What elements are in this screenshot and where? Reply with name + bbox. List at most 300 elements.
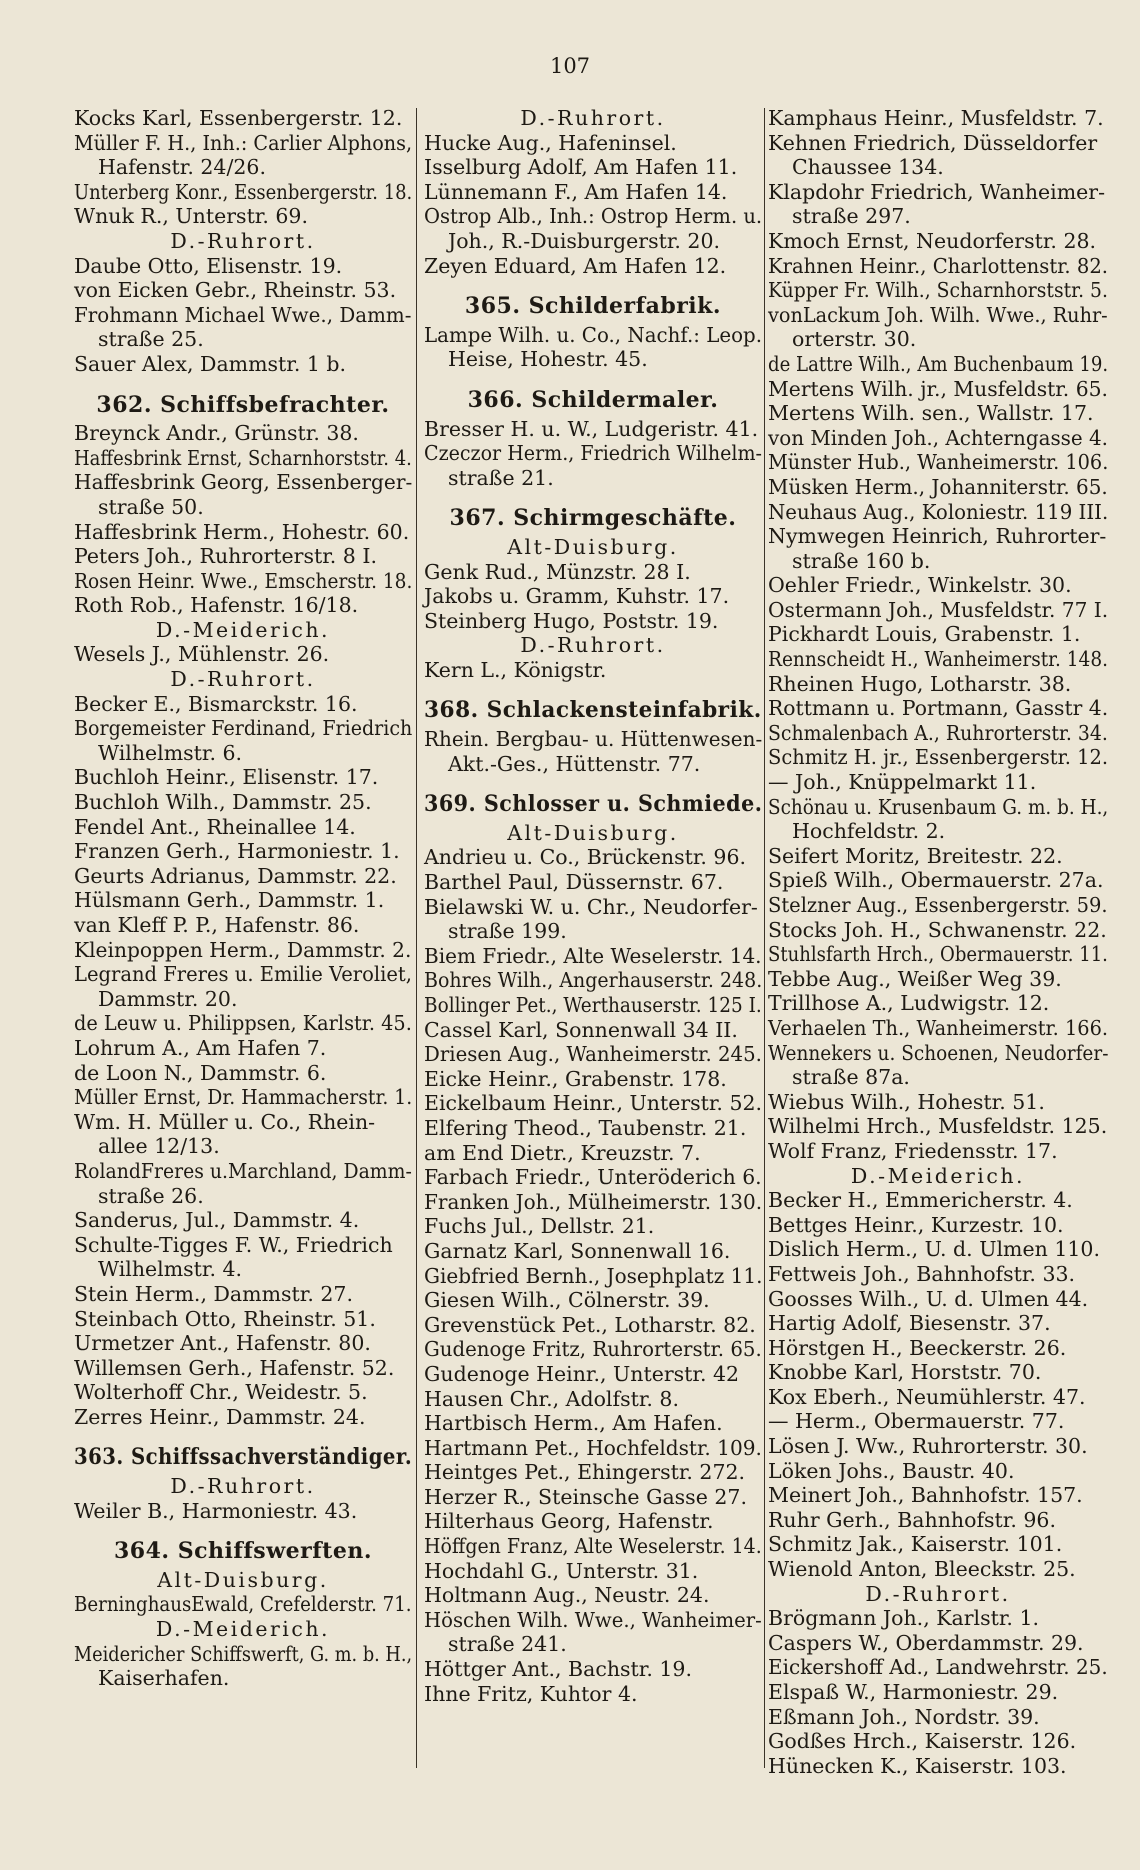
directory-entry [424,1042,762,1067]
directory-entry [768,844,1108,869]
location-heading [768,1164,1108,1189]
entry-line: Roth Rob., Hafenstr. 16/18. [74,593,359,618]
directory-entry [74,1036,412,1061]
entry-line: Fettweis Joh., Bahnhofstr. 33. [768,1261,1076,1286]
entry-line: Kocks Karl, Essenbergerstr. 12. [74,106,403,130]
column-2 [424,106,762,1706]
entry-line: RolandFreres u.Marchland, Damm- [74,1158,412,1183]
entry-line: de Lattre Wilh., Am Buchenbaum 19. [768,351,1109,376]
directory-entry [424,1387,762,1412]
entry-line: Haffesbrink Herm., Hohestr. 60. [74,519,410,544]
directory-entry [768,868,1108,893]
entry-line: Hochdahl G., Unterstr. 31. [424,1558,699,1583]
location-heading [74,1568,412,1593]
entry-line: Lampe Wilh. u. Co., Nachf.: Leop. [424,322,763,347]
directory-entry [74,544,412,569]
directory-entry [768,622,1108,647]
directory-entry [74,303,412,352]
entry-line: Hünecken K., Kaiserstr. 103. [768,1753,1067,1778]
entry-line: Akt.-Ges., Hüttenstr. 77. [448,751,701,776]
entry-line: 362. Schiffsbefrachter. [96,391,390,418]
directory-entry [424,1214,762,1239]
directory-entry [74,1331,412,1356]
directory-entry [768,795,1108,844]
directory-entry [768,450,1108,475]
directory-entry [74,520,412,545]
entry-line: Borgemeister Ferdinand, Friedrich [74,716,413,741]
entry-line: Becker E., Bismarckstr. 16. [74,691,358,716]
directory-entry [424,609,762,634]
entry-line: Lohrum A., Am Hafen 7. [74,1035,327,1060]
directory-entry [768,1631,1108,1656]
entry-line: Bresser H. u. W., Ludgeristr. 41. [424,416,759,441]
directory-entry [424,727,762,776]
directory-entry [768,377,1108,402]
entry-line: straße 241. [448,1632,567,1657]
entry-line: Rennscheidt H., Wanheimerstr. 148. [768,647,1109,672]
entry-line: Lösen J. Ww., Ruhrorterstr. 30. [768,1434,1088,1459]
entry-line: BerninghausEwald, Crefelderstr. 71. [74,1592,412,1617]
directory-entry [74,131,412,180]
entry-line: straße 87a. [792,1065,910,1090]
directory-entry [74,204,412,229]
entry-line: Stocks Joh. H., Schwanenstr. 22. [768,917,1107,942]
directory-entry [768,770,1108,795]
entry-line: Kaiserhafen. [98,1666,230,1691]
directory-entry [768,598,1108,623]
entry-line: Ostrop Alb., Inh.: Ostrop Herm. u. [424,204,763,229]
entry-line: Hülsmann Gerh., Dammstr. 1. [74,888,385,913]
entry-line: van Kleff P. P., Hafenstr. 86. [74,913,360,937]
column-3 [768,106,1108,1778]
directory-entry [768,1237,1108,1262]
directory-entry [74,1011,412,1036]
directory-entry [424,1091,762,1116]
entry-line: straße 21. [448,465,554,490]
directory-entry [424,658,762,683]
entry-line: Stein Herm., Dammstr. 27. [74,1281,353,1306]
entry-line: Giebfried Bernh., Josephplatz 11. [424,1263,763,1288]
entry-line: Giesen Wilh., Cölnerstr. 39. [424,1288,710,1313]
directory-entry [768,1114,1108,1139]
directory-entry [768,1213,1108,1238]
entry-line: Goosses Wilh., U. d. Ulmen 44. [768,1286,1089,1311]
entry-line: Haffesbrink Ernst, Scharnhorststr. 4. [74,445,412,470]
directory-entry [424,1485,762,1510]
directory-entry [424,254,762,279]
entry-line: Garnatz Karl, Sonnenwall 16. [424,1238,731,1263]
entry-line: Alt-Duisburg. [507,534,679,559]
directory-entry [768,1090,1108,1115]
directory-entry [74,1499,412,1524]
section-heading [424,388,762,413]
entry-line: Seifert Moritz, Breitestr. 22. [768,843,1063,868]
entry-line: Wm. H. Müller u. Co., Rhein- [74,1109,376,1134]
location-heading [424,821,762,846]
directory-entry [74,1405,412,1430]
entry-line: Trillhose A., Ludwigstr. 12. [768,991,1050,1016]
entry-line: Hartig Adolf, Biesenstr. 37. [768,1311,1051,1336]
directory-entry [768,401,1108,426]
entry-line: Brögmann Joh., Karlstr. 1. [768,1606,1040,1631]
entry-line: Franzen Gerh., Harmoniestr. 1. [74,839,400,864]
entry-line: 365. Schilderfabrik. [464,293,722,320]
directory-entry [424,1067,762,1092]
entry-line: Küpper Fr. Wilh., Scharnhorststr. 5. [768,278,1108,303]
entry-line: Daube Otto, Elisenstr. 19. [74,253,343,278]
directory-entry [768,1360,1108,1385]
entry-line: von Eicken Gebr., Rheinstr. 53. [74,278,397,303]
column-divider [416,108,417,1768]
entry-line: Alt-Duisburg. [507,820,679,845]
entry-line: de Leuw u. Philippsen, Karlstr. 45. [74,1011,412,1036]
entry-line: — Herm., Obermauerstr. 77. [768,1409,1065,1434]
entry-line: Godßes Hrch., Kaiserstr. 126. [768,1729,1077,1754]
directory-entry [768,573,1108,598]
directory-entry [74,765,412,790]
entry-line: Knobbe Karl, Horststr. 70. [768,1360,1042,1385]
directory-entry [768,991,1108,1016]
directory-entry [74,716,412,765]
directory-entry [74,421,412,446]
entry-line: 369. Schlosser u. Schmiede. [424,791,763,818]
directory-entry [768,1459,1108,1484]
directory-entry [74,962,412,1011]
location-heading [74,229,412,254]
directory-entry [424,1608,762,1657]
directory-entry [768,229,1108,254]
entry-line: — Joh., Knüppelmarkt 11. [768,770,1037,795]
entry-line: Kleinpoppen Herm., Dammstr. 2. [74,937,412,962]
entry-line: Höttger Ant., Bachstr. 19. [424,1657,692,1682]
directory-entry [424,1141,762,1166]
entry-line: Rhein. Bergbau- u. Hüttenwesen- [424,727,763,752]
location-heading [74,1474,412,1499]
entry-line: Verhaelen Th., Wanheimerstr. 166. [768,1015,1109,1040]
entry-line: Andrieu u. Co., Brückenstr. 96. [424,845,747,870]
directory-entry [74,180,412,205]
directory-entry [74,1159,412,1208]
entry-line: Barthel Paul, Düssernstr. 67. [424,870,724,895]
entry-line: Wolf Franz, Friedensstr. 17. [768,1138,1058,1163]
directory-entry [74,106,412,131]
directory-entry [424,1239,762,1264]
directory-entry [424,845,762,870]
entry-line: straße 199. [448,919,567,944]
directory-entry [424,993,762,1018]
entry-line: Stuhlsfarth Hrch., Obermauerstr. 11. [768,942,1108,967]
directory-entry [424,1682,762,1707]
directory-entry [768,475,1108,500]
entry-line: Chaussee 134. [792,155,944,180]
section-heading [74,1539,412,1564]
entry-line: Zerres Heinr., Dammstr. 24. [74,1404,366,1429]
entry-line: Driesen Aug., Wanheimerstr. 245. [424,1042,762,1067]
entry-line: Haffesbrink Georg, Essenberger- [74,470,413,495]
directory-entry [768,696,1108,721]
entry-line: Fendel Ant., Rheinallee 14. [74,814,356,839]
entry-line: Eßmann Joh., Nordstr. 39. [768,1704,1040,1729]
entry-line: D.-Ruhrort. [865,1581,1011,1606]
entry-line: Weiler B., Harmoniestr. 43. [74,1498,358,1523]
entry-line: Kehnen Friedrich, Düsseldorfer [768,130,1098,155]
directory-entry [74,593,412,618]
directory-entry [768,1041,1108,1090]
location-heading [768,1582,1108,1607]
directory-entry [74,1085,412,1110]
entry-line: Schmitz H. jr., Essenbergerstr. 12. [768,745,1109,770]
entry-line: straße 25. [98,327,204,352]
entry-line: am End Dietr., Kreuzstr. 7. [424,1140,701,1165]
directory-entry [424,895,762,944]
directory-entry [424,1362,762,1387]
entry-line: Urmetzer Ant., Hafenstr. 80. [74,1331,371,1356]
directory-entry [424,1288,762,1313]
entry-line: Wolterhoff Chr., Weidestr. 5. [74,1380,368,1405]
entry-line: Hafenstr. 24/26. [98,155,266,180]
directory-entry [424,870,762,895]
entry-line: Dislich Herm., U. d. Ulmen 110. [768,1237,1100,1262]
entry-line: Schulte-Tigges F. W., Friedrich [74,1232,393,1257]
entry-line: Sauer Alex, Dammstr. 1 b. [74,351,347,376]
directory-entry [424,1411,762,1436]
directory-entry [74,1592,412,1617]
directory-entry [424,1534,762,1559]
directory-entry [424,1583,762,1608]
entry-line: Elfering Theod., Taubenstr. 21. [424,1115,747,1140]
entry-line: Ihne Fritz, Kuhtor 4. [424,1681,638,1706]
entry-line: Becker H., Emmericherstr. 4. [768,1188,1073,1213]
entry-line: straße 160 b. [792,548,931,573]
directory-entry [74,278,412,303]
directory-entry [768,1557,1108,1582]
entry-line: Cassel Karl, Sonnenwall 34 II. [424,1017,738,1042]
directory-entry [768,1532,1108,1557]
entry-line: vonLackum Joh. Wilh. Wwe., Ruhr- [768,302,1108,327]
directory-entry [74,352,412,377]
section-heading [424,698,762,723]
entry-line: Kox Eberh., Neumühlerstr. 47. [768,1384,1086,1409]
directory-entry [424,1559,762,1584]
directory-entry [768,942,1108,967]
entry-line: Mertens Wilh. sen., Wallstr. 17. [768,401,1094,426]
entry-line: Heintges Pet., Ehingerstr. 272. [424,1460,746,1485]
entry-line: Rheinen Hugo, Lotharstr. 38. [768,671,1072,696]
entry-line: Münster Hub., Wanheimerstr. 106. [768,450,1109,475]
directory-entry [424,204,762,253]
entry-line: Bettges Heinr., Kurzestr. 10. [768,1212,1064,1237]
directory-entry [74,642,412,667]
directory-entry [768,647,1108,672]
entry-line: Bohres Wilh., Angerhauserstr. 248. [424,968,763,993]
entry-line: 364. Schiffswerften. [114,1538,372,1565]
section-heading [424,294,762,319]
entry-line: Klapdohr Friedrich, Wanheimer- [768,179,1106,204]
directory-entry [74,839,412,864]
entry-line: Steinbach Otto, Rheinstr. 51. [74,1306,376,1331]
entry-line: Isselburg Adolf, Am Hafen 11. [424,155,738,180]
entry-line: Rottmann u. Portmann, Gasstr 4. [768,696,1109,721]
entry-line: allee 12/13. [98,1134,220,1159]
entry-line: Geurts Adrianus, Dammstr. 22. [74,863,397,888]
entry-line: Gudenoge Heinr., Unterstr. 42 [424,1361,740,1386]
column-1 [74,106,412,1691]
entry-line: Mertens Wilh. jr., Musfeldstr. 65. [768,376,1109,401]
location-heading [424,633,762,658]
section-heading [424,506,762,531]
entry-line: Bielawski W. u. Chr., Neudorfer- [424,894,758,919]
directory-entry [768,1606,1108,1631]
entry-line: Heise, Hohestr. 45. [448,347,648,372]
entry-line: Löken Johs., Baustr. 40. [768,1458,1015,1483]
directory-entry [768,1188,1108,1213]
directory-entry [74,790,412,815]
directory-entry [768,1409,1108,1434]
entry-line: Stelzner Aug., Essenbergerstr. 59. [768,893,1108,917]
entry-line: Tebbe Aug., Weißer Weg 39. [768,966,1062,991]
directory-entry [74,1282,412,1307]
page-number: 107 [549,54,591,78]
entry-line: Wnuk R., Unterstr. 69. [74,204,308,229]
entry-line: Oehler Friedr., Winkelstr. 30. [768,573,1072,598]
location-heading [424,535,762,560]
directory-entry [424,1190,762,1215]
directory-entry [74,1208,412,1233]
entry-line: Ruhr Gerh., Bahnhofstr. 96. [768,1507,1056,1532]
location-heading [74,618,412,643]
entry-line: Unterberg Konr., Essenbergerstr. 18. [74,179,413,204]
entry-line: Eickelbaum Heinr., Unterstr. 52. [424,1091,763,1116]
directory-entry [768,426,1108,451]
entry-line: Pickhardt Louis, Grabenstr. 1. [768,622,1081,647]
entry-line: Willemsen Gerh., Hafenstr. 52. [74,1355,395,1380]
entry-line: Steinberg Hugo, Poststr. 19. [424,608,719,633]
directory-entry [74,913,412,938]
entry-line: Eickershoff Ad., Landwehrstr. 25. [768,1655,1108,1680]
directory-entry [424,944,762,969]
section-heading [74,1445,412,1470]
directory-entry [424,584,762,609]
entry-line: Ostermann Joh., Musfeldstr. 77 I. [768,597,1109,622]
directory-entry [424,1509,762,1534]
directory-entry [768,1483,1108,1508]
section-heading [424,792,762,817]
entry-line: Wesels J., Mühlenstr. 26. [74,642,330,667]
entry-line: Hörstgen H., Beeckerstr. 26. [768,1335,1067,1360]
entry-line: Schönau u. Krusenbaum G. m. b. H., [768,794,1109,819]
entry-line: Fuchs Jul., Dellstr. 21. [424,1214,655,1239]
entry-line: Grevenstück Pet., Lotharstr. 82. [424,1312,756,1337]
directory-entry [424,441,762,490]
directory-entry [768,278,1108,303]
directory-entry [424,1018,762,1043]
location-heading [74,1617,412,1642]
directory-entry [768,131,1108,180]
entry-line: Hartbisch Herm., Am Hafen. [424,1411,723,1436]
directory-entry [768,1729,1108,1754]
directory-entry [768,1434,1108,1459]
entry-line: von Minden Joh., Achterngasse 4. [768,425,1108,450]
directory-entry [424,180,762,205]
entry-line: 366. Schildermaler. [467,386,719,413]
entry-line: Wilhelmi Hrch., Musfeldstr. 125. [768,1114,1108,1139]
entry-line: 363. Schiffssachverständiger. [74,1444,413,1471]
entry-line: Buchloh Heinr., Elisenstr. 17. [74,765,379,790]
directory-entry [768,1680,1108,1705]
directory-entry [768,1655,1108,1680]
entry-line: D.-Meiderich. [850,1163,1026,1188]
directory-entry [768,1016,1108,1041]
directory-entry [768,254,1108,279]
entry-line: Müller F. H., Inh.: Carlier Alphons, [74,130,413,155]
directory-entry [74,569,412,594]
directory-entry [768,1336,1108,1361]
entry-line: Herzer R., Steinsche Gasse 27. [424,1484,747,1509]
entry-line: 368. Schlackensteinfabrik. [424,697,762,724]
directory-entry [424,323,762,372]
entry-line: Wilhelmstr. 6. [98,740,243,765]
directory-entry [768,1262,1108,1287]
directory-entry [74,254,412,279]
entry-line: Elspaß W., Harmoniestr. 29. [768,1680,1059,1704]
directory-entry [768,1287,1108,1312]
directory-entry [768,918,1108,943]
entry-line: Joh., R.-Duisburgerstr. 20. [448,228,721,253]
entry-line: Wennekers u. Schoenen, Neudorfer- [768,1040,1109,1065]
directory-entry [424,1657,762,1682]
entry-line: D.-Ruhrort. [520,633,666,658]
directory-entry [74,1642,412,1691]
entry-line: Alt-Duisburg. [157,1567,329,1592]
entry-line: Schmalenbach A., Ruhrorterstr. 34. [768,720,1108,745]
entry-line: Meidericher Schiffswerft, G. m. b. H., [74,1641,413,1666]
entry-line: Höschen Wilh. Wwe., Wanheimer- [424,1607,762,1632]
directory-entry [424,417,762,442]
entry-line: Peters Joh., Ruhrorterstr. 8 I. [74,544,377,569]
entry-line: Schmitz Jak., Kaiserstr. 101. [768,1532,1063,1557]
entry-line: D.-Ruhrort. [170,667,316,692]
directory-entry [768,1139,1108,1164]
directory-entry [74,864,412,889]
directory-entry [424,1264,762,1289]
directory-entry [768,967,1108,992]
directory-entry [424,1165,762,1190]
directory-entry [74,1380,412,1405]
entry-line: Sanderus, Jul., Dammstr. 4. [74,1208,360,1233]
directory-entry [74,815,412,840]
entry-line: Rosen Heinr. Wwe., Emscherstr. 18. [74,568,413,593]
entry-line: D.-Meiderich. [155,617,331,642]
entry-line: Wiebus Wilh., Hohestr. 51. [768,1089,1045,1114]
directory-entry [424,968,762,993]
entry-line: Kamphaus Heinr., Musfeldstr. 7. [768,106,1104,130]
directory-entry [768,1754,1108,1779]
directory-entry [768,1311,1108,1336]
entry-line: Krahnen Heinr., Charlottenstr. 82. [768,253,1109,278]
directory-entry [768,352,1108,377]
directory-entry [74,888,412,913]
directory-entry [74,1307,412,1332]
directory-entry [424,560,762,585]
directory-entry [74,470,412,519]
directory-entry [768,524,1108,573]
entry-line: straße 50. [98,494,204,519]
entry-line: Eicke Heinr., Grabenstr. 178. [424,1066,727,1091]
directory-entry [768,745,1108,770]
directory-entry [768,1705,1108,1730]
directory-entry [768,1385,1108,1410]
entry-line: 367. Schirmgeschäfte. [449,505,737,532]
